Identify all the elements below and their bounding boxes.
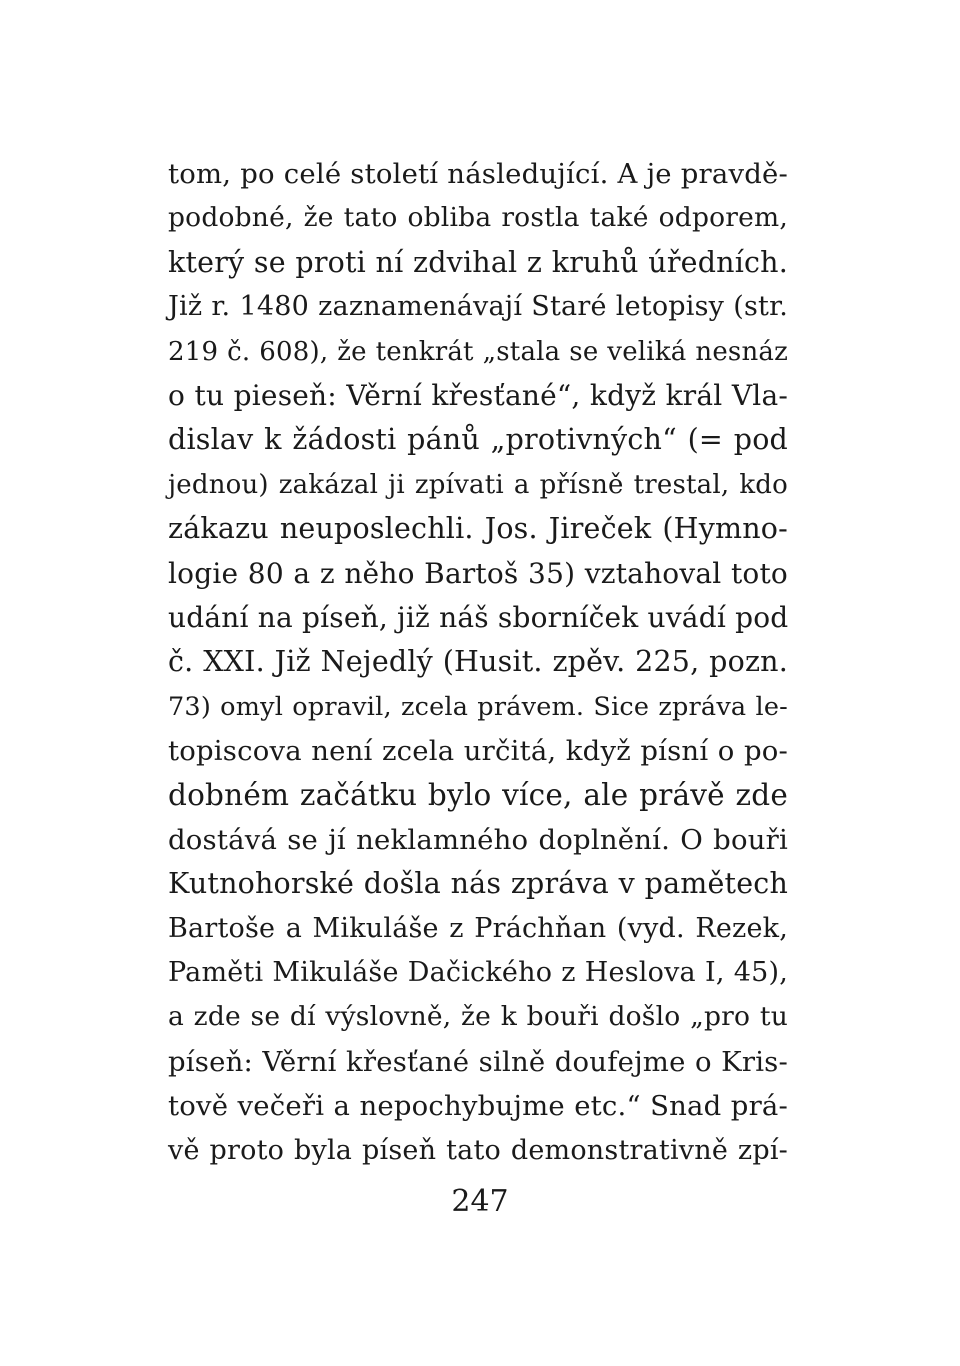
text-line: zákazu neuposlechli. Jos. Jireček (Hymno- (168, 512, 788, 546)
text-line: topiscova není zcela určitá, když písní o po- (168, 735, 788, 768)
text-line: a zde se dí výslovně, že k bouři došlo „pro tu (168, 1001, 788, 1033)
text-line: č. XXI. Již Nejedlý (Husit. zpěv. 225, pozn. (168, 645, 788, 679)
text-line: podobné, že tato obliba rostla také odporem, (168, 202, 788, 234)
text-line: dostává se jí neklamného doplnění. O bouři (168, 823, 788, 856)
body-text (168, 152, 788, 1173)
text-line: tově večeři a nepochybujme etc.“ Snad prá- (168, 1090, 788, 1123)
page-number: 247 (451, 1184, 509, 1219)
text-line: o tu pieseň: Věrní křesťané“, když král Vla- (168, 378, 788, 412)
text-line: vě proto byla píseň tato demonstrativně zpí- (168, 1134, 788, 1166)
text-line: Paměti Mikuláše Dačického z Heslova I, 45), (168, 957, 788, 989)
text-line: 219 č. 608), že tenkrát „stala se veliká nesnáz (168, 336, 788, 367)
text-line: logie 80 a z něho Bartoš 35) vztahoval toto (168, 556, 788, 590)
text-line: udání na píseň, již náš sborníček uvádí pod (168, 600, 789, 634)
text-line: 73) omyl opravil, zcela právem. Sice zpráva le- (168, 691, 788, 722)
text-line: Bartoše a Mikuláše z Práchňan (vyd. Rezek, (168, 912, 788, 944)
text-line: píseň: Věrní křesťané silně doufejme o Kris- (168, 1045, 788, 1078)
text-line: dobném začátku bylo více, ale právě zde (168, 778, 788, 813)
text-line: Již r. 1480 zaznamenávají Staré letopisy (str. (168, 291, 788, 323)
text-line: tom, po celé století následující. A je pravdě- (168, 158, 788, 190)
text-line: Kutnohorské došla nás zpráva v pamětech (168, 867, 788, 901)
text-line: dislav k žádosti pánů „protivných“ (= pod (168, 423, 788, 457)
text-line: jednou) zakázal ji zpívati a přísně trestal, kdo (168, 469, 788, 500)
text-line: který se proti ní zdvihal z kruhů úředních. (168, 245, 788, 279)
